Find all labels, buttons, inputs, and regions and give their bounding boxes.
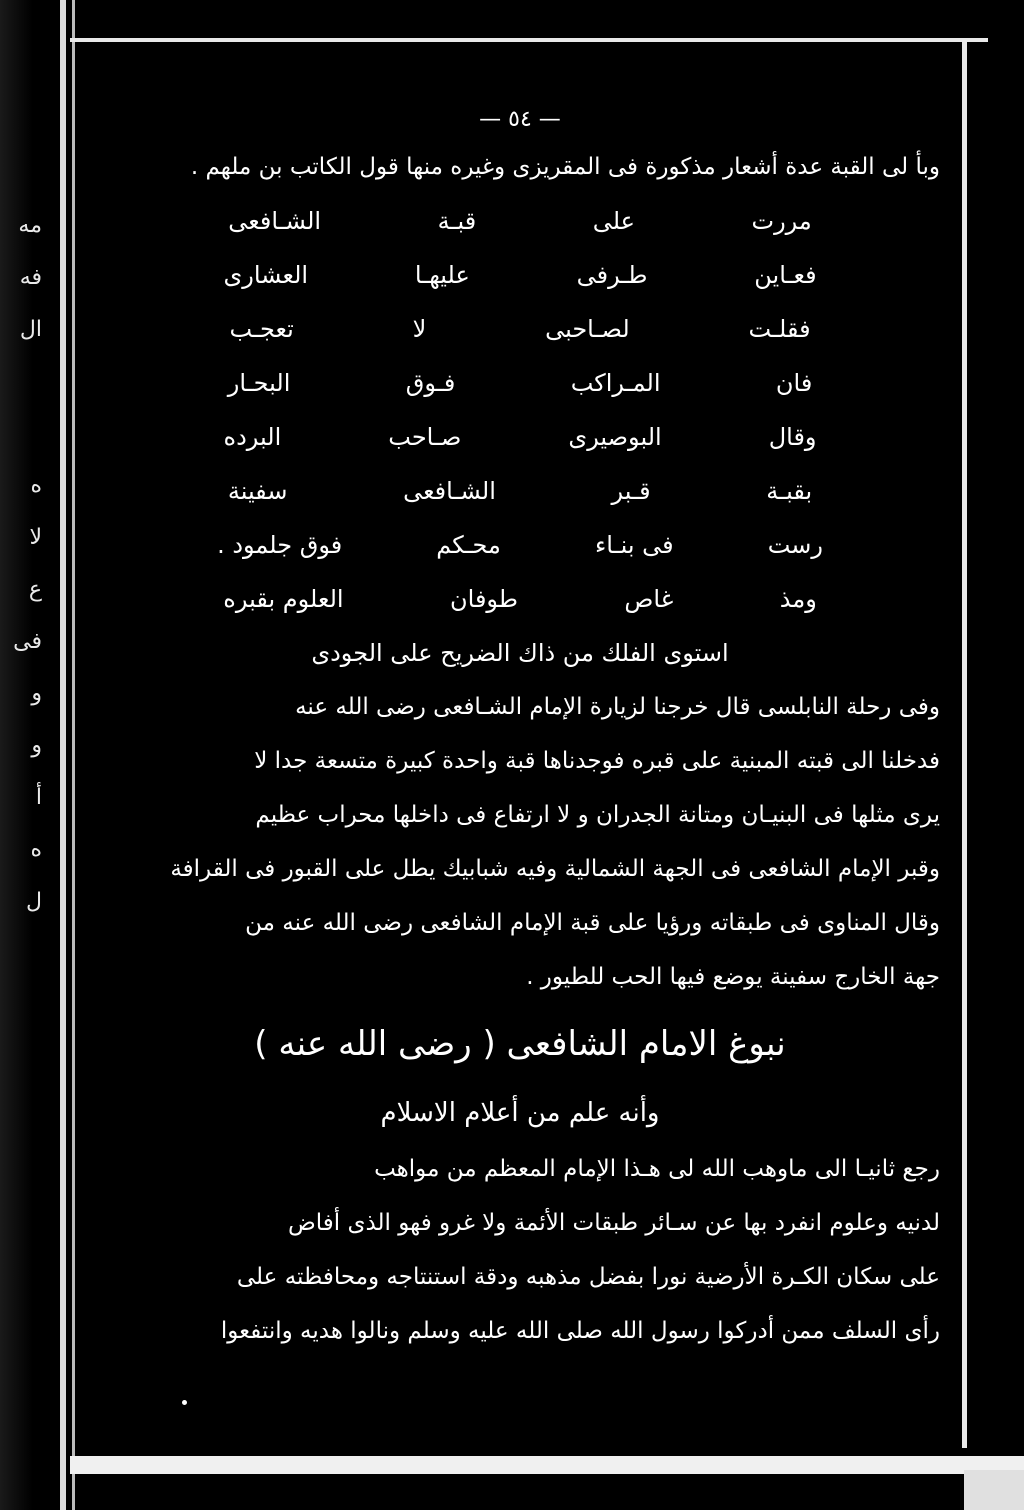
verse-line: فعـاين طـرفى عليهـا العشارى: [223, 261, 817, 289]
section-heading: نبوغ الامام الشافعى ( رضى الله عنه ): [254, 1024, 786, 1064]
verse-line: وقال البوصيرى صـاحب البرده: [223, 423, 817, 451]
verse-line: رست فى بنـاء محـكم فوق جلمود .: [217, 531, 823, 559]
page-corner: [964, 1470, 1024, 1510]
page-edge: [60, 0, 66, 1510]
paragraph-line: لدنيه وعلوم انفرد بها عن سـائر طبقات الأئمة ولا غرو فهو الذى أفاض: [287, 1210, 940, 1236]
page-border-bottom: [70, 1456, 1024, 1474]
paragraph-line: جهة الخارج سفينة يوضع فيها الحب للطيور .: [526, 964, 940, 990]
paragraph-line: وقبر الإمام الشافعى فى الجهة الشمالية وفيه شبابيك يطل على القبور فى القرافة: [170, 856, 940, 882]
verse-line: ومذ غاص طوفان العلوم بقبره: [223, 585, 817, 613]
paragraph-line: يرى مثلها فى البنيـان ومتانة الجدران و لا ارتفاع فى داخلها محراب عظيم: [255, 802, 940, 828]
paragraph-line: رأى السلف ممن أدركوا رسول الله صلى الله عليه وسلم ونالوا هديه وانتفعوا: [220, 1318, 940, 1344]
intro-line: وبأ لى القبة عدة أشعار مذكورة فى المقريزى وغيره منها قول الكاتب بن ملهم .: [190, 154, 940, 180]
paragraph-line: فدخلنا الى قبته المبنية على قبره فوجدناها قبة واحدة كبيرة متسعة جدا لا: [254, 748, 940, 774]
facing-page-margin-text: مه فه ال ه لا ع فى و و أ ه ل: [13, 213, 42, 914]
paragraph-line: على سكان الكـرة الأرضية نورا بفضل مذهبه ودقة استنتاجه ومحافظته على: [236, 1264, 940, 1290]
paragraph-line: وقال المناوى فى طبقاته ورؤيا على قبة الإمام الشافعى رضى الله عنه من: [245, 910, 940, 936]
paragraph-line: رجع ثانيـا الى ماوهب الله لى هـذا الإمام المعظم من مواهب: [374, 1156, 940, 1182]
verse-line: فان المـراكب فـوق البحـار: [227, 369, 813, 397]
paragraph-line: وفى رحلة النابلسى قال خرجنا لزيارة الإمام الشـافعى رضى الله عنه: [295, 694, 940, 720]
verse-line-final: استوى الفلك من ذاك الضريح على الجودى: [311, 639, 729, 667]
verse-line: بقبـة قـبر الشـافعى سفينة: [227, 477, 813, 505]
document-page: [100, 100, 940, 1358]
page-number: — ٥٤ —: [479, 107, 561, 132]
page-border-right: [962, 38, 967, 1448]
page-border-top: [70, 38, 988, 42]
page-edge-inner: [72, 0, 75, 1510]
ink-dot: [182, 1400, 187, 1405]
verse-line: فقلـت لصـاحبى لا تعجـب: [229, 315, 811, 343]
verse-line: مررت على قبـة الشـافعى: [228, 207, 812, 235]
section-subheading: وأنه علم من أعلام الاسلام: [380, 1098, 660, 1128]
